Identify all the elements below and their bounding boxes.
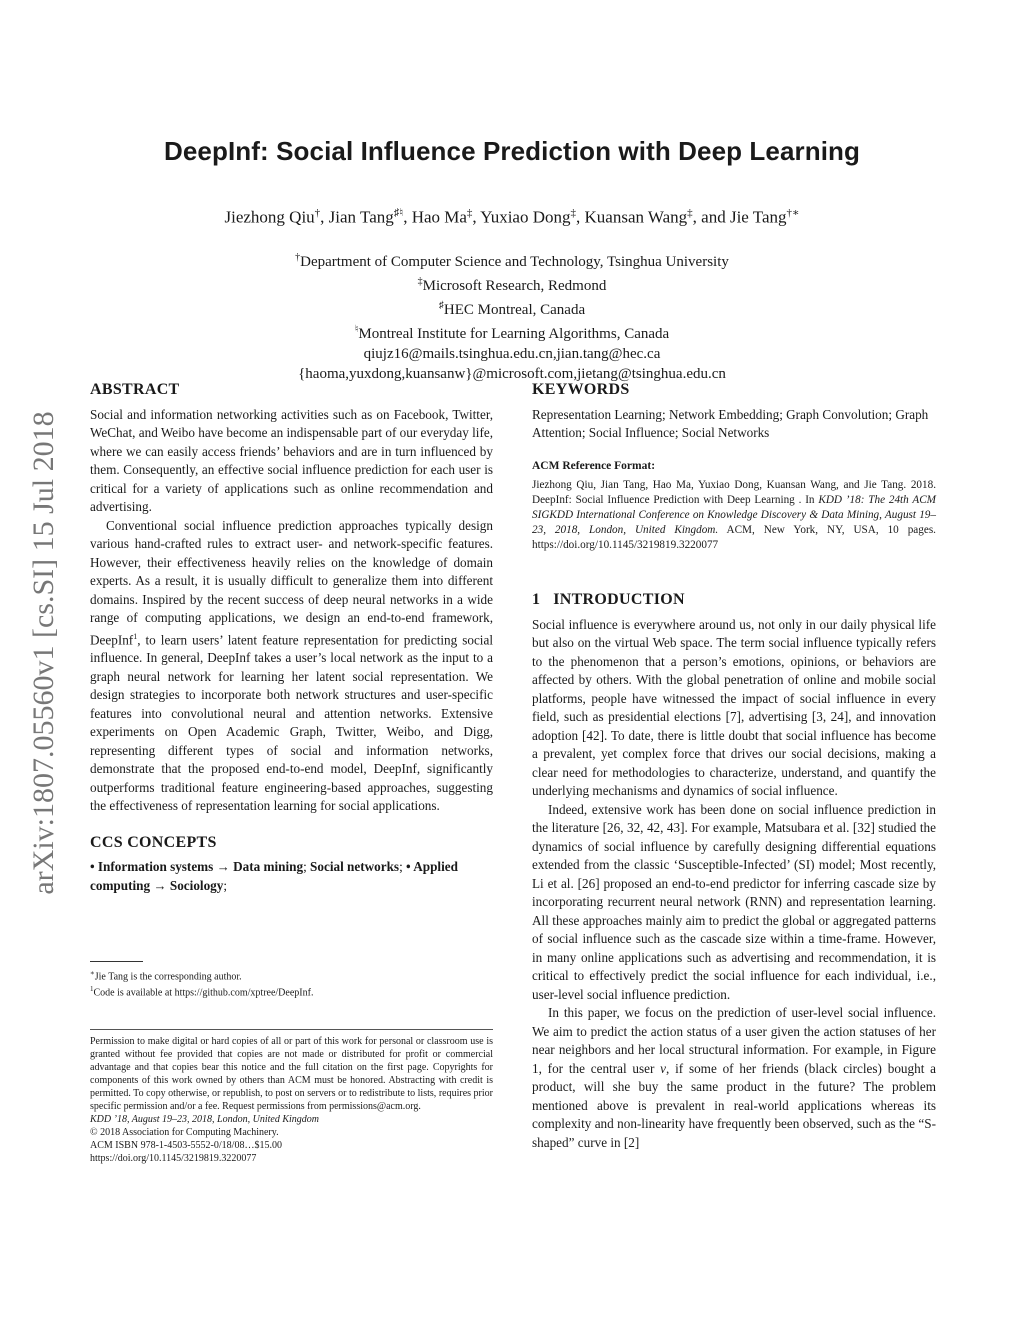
isbn: ACM ISBN 978-1-4503-5552-0/18/08…$15.00 bbox=[90, 1140, 282, 1151]
author: Jiezhong Qiu bbox=[224, 207, 315, 227]
footnote: $^1$Code is available at https://github.com/xptree/DeepInf. bbox=[90, 985, 314, 999]
abstract-heading: ABSTRACT bbox=[90, 381, 180, 398]
doi-link[interactable]: https://doi.org/10.1145/3219819.3220077 bbox=[90, 1153, 257, 1164]
acm-ref-heading: ACM Reference Format: bbox=[532, 459, 656, 472]
author: Hao Ma bbox=[411, 207, 467, 227]
affiliation: †Department of Computer Science and Technology, Tsinghua University bbox=[295, 252, 729, 270]
left-column bbox=[90, 381, 493, 895]
author: Yuxiao Dong bbox=[480, 207, 571, 227]
keywords-heading: KEYWORDS bbox=[532, 381, 630, 398]
email-line: qiujz16@mails.tsinghua.edu.cn,jian.tang@hec.ca bbox=[363, 346, 661, 362]
copyright: © 2018 Association for Computing Machinery. bbox=[90, 1127, 279, 1138]
intro-paragraph: Social influence is everywhere around us, not only in our daily physical life but also on the virtual Web space. The term social influence typically refers to the phenomenon that a person’s emotions, opinions, or behaviors are affected by others. With the global penetration of online and mobile social platforms, people have witnessed the impact of social influence in every field, such as presidential elections [7], advertising [3, 24], and innovation adoption [42]. To date, there is little doubt that social influence has become a prevalent, yet complex force that drives our social decisions, making a clear need for methodologies to characterize, understand, and quantify the underlying mechanisms and dynamics of social influence. bbox=[532, 616, 936, 798]
affiliation: ♮Montreal Institute for Learning Algorithms, Canada bbox=[354, 324, 670, 342]
venue: KDD ’18, August 19–23, 2018, London, United Kingdom bbox=[90, 1114, 319, 1125]
author: Kuansan Wang bbox=[584, 207, 688, 227]
author: Jian Tang bbox=[328, 207, 394, 227]
arxiv-id: arXiv:1807.05560v1 [cs.SI] 15 Jul 2018 bbox=[27, 411, 60, 895]
intro-paragraph: Indeed, extensive work has been done on social influence prediction in the literature [26, 32, 42, 43]. For example, Matsubara et al. [32] studied the dynamics of social influence by carefully designing differential equations extended from the classic ‘Susceptible-Infected’ (SI) model; Most recently, Li et al. [26] proposed an end-to-end predictor for inferring cascade size by incorporating recurrent neural network (RNN) and representation learning. All these approaches mainly aim to predict the global or aggregated patterns of social influence such as the cascade size within a time-frame. However, in many online applications such as advertising and recommendation, it is critical to effectively predict the social influence for each individual, i.e., user-level social influence prediction. bbox=[532, 801, 936, 1002]
footnote-rule bbox=[90, 961, 143, 962]
author: Jie Tang bbox=[729, 207, 787, 227]
affiliation: ♯HEC Montreal, Canada bbox=[438, 300, 586, 318]
footnote: ∗Jie Tang is the corresponding author. bbox=[90, 969, 242, 983]
abstract-paragraph: Social and information networking activities such as on Facebook, Twitter, WeChat, and Weibo have become an indispensable part of our everyday life, where we can easily access friends’ behaviors and are in turn influenced by them. Consequently, an effective social influence prediction for each user is critical for a variety of applications such as online recommendation and advertising. bbox=[90, 406, 494, 514]
footnotes bbox=[90, 967, 493, 1000]
right-column bbox=[532, 381, 936, 553]
email-line: {haoma,yuxdong,kuansanw}@microsoft.com,jietang@tsinghua.edu.cn bbox=[298, 366, 726, 382]
intro-heading: 1 INTRODUCTION bbox=[532, 591, 685, 608]
ccs-heading: CCS CONCEPTS bbox=[90, 833, 217, 851]
keywords-text: Representation Learning; Network Embedding; Graph Convolution; Graph Attention; Social Influence; Social Networks bbox=[532, 406, 929, 440]
permission-block bbox=[90, 1035, 493, 1165]
abstract-paragraph: Conventional social influence prediction approaches typically design various hand-crafted rules to extract user- and network-specific features. However, their effectiveness heavily relies on the knowledge of domain experts. As a result, it is usually difficult to generalize them into different domains. Inspired by the recent success of deep neural networks in a wide range of computing applications, we design an end-to-end framework, DeepInf$^1$, to learn users’ latent feature representation for predicting social influence. In general, DeepInf takes a user’s local network as the input to a graph neural network for learning her latent social representation. We design strategies to incorporate both network structures and user-specific features into convolutional neural and attention networks. Extensive experiments on Open Academic Graph, Twitter, Weibo, and Digg, representing different types of social and information networks, demonstrate that the proposed end-to-end model, DeepInf, significantly outperforms traditional feature engineering-based approaches, suggesting the effectiveness of representation learning for social applications. bbox=[90, 517, 493, 814]
intro-paragraph: In this paper, we focus on the prediction of user-level social influence. We aim to predict the action status of a user given the action statuses of her near neighbors and her local structural information. For example, in Figure 1, for the central user v, if some of her friends (black circles) bought a product, will she buy the same product in the future? The problem mentioned above is prevalent in real-world applications whereas its complexity and non-linearity have frequently been observed, such as the “S-shaped” curve in [2] bbox=[532, 1005, 936, 1150]
affiliation: ‡Microsoft Research, Redmond bbox=[417, 276, 607, 294]
paper-title: DeepInf: Social Influence Prediction with Deep Learning bbox=[163, 136, 861, 166]
permission-text: Permission to make digital or hard copies of all or part of this work for personal or classroom use is granted without fee provided that copies are not made or distributed for profit or commercial advantage and that copies bear this notice and the full citation on the first page. Copyrights for components of this work owned by others than ACM must be honored. Abstracting with credit is permitted. To copy otherwise, or republish, to post on servers or to redistribute to lists, requires prior specific permission and/or a fee. Request permissions from permissions@acm.org. bbox=[90, 1036, 493, 1112]
introduction bbox=[532, 591, 936, 1152]
acm-ref-text: Jiezhong Qiu, Jian Tang, Hao Ma, Yuxiao Dong, Kuansan Wang, and Jie Tang. 2018. DeepInf: Social Influence Prediction with Deep Learning . In KDD ’18: The 24th ACM SIGKDD International Conference on Knowledge Discovery & Data Mining, August 19–23, 2018, London, United Kingdom. ACM, New York, NY, USA, 10 pages. https://doi.org/10.1145/3219819.3220077 bbox=[532, 479, 936, 551]
permission-rule bbox=[90, 1029, 493, 1030]
ccs-concepts: • Information systems → Data mining; Social networks; • Applied computing → Sociology; bbox=[90, 859, 458, 893]
author-list: Jiezhong Qiu†, Jian Tang♯♮, Hao Ma‡, Yuxiao Dong‡, Kuansan Wang‡, and Jie Tang†∗ bbox=[224, 207, 800, 227]
affiliations bbox=[0, 248, 1024, 384]
